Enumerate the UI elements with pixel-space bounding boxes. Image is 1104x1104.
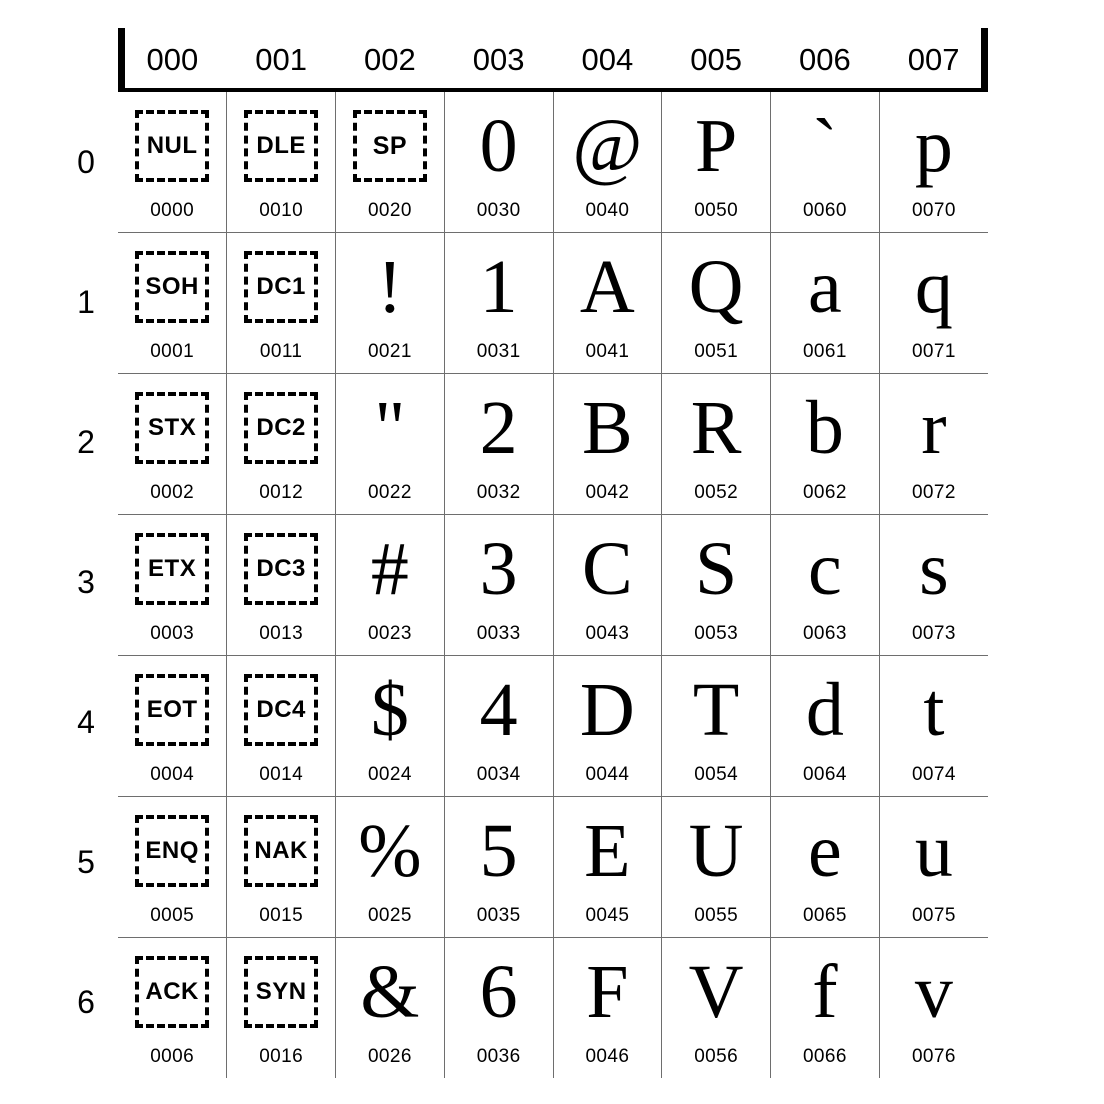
code-point-hex-0075: 0075 (911, 905, 956, 926)
glyph-0001 (118, 233, 226, 337)
code-point-hex-0010: 0010 (259, 200, 304, 221)
control-picture-box: SYN (244, 956, 318, 1028)
column-header-006: 006 (799, 42, 851, 77)
code-point-hex-0041: 0041 (585, 341, 630, 362)
control-picture-box: SP (353, 110, 427, 182)
code-point-hex-0053: 0053 (694, 623, 739, 644)
code-point-cell-0001[interactable] (118, 233, 227, 374)
code-chart-row (118, 797, 988, 938)
glyph-0013 (227, 515, 335, 619)
code-chart-row (118, 374, 988, 515)
code-point-hex-0043: 0043 (585, 623, 630, 644)
code-point-cell-0060[interactable] (771, 92, 880, 233)
code-point-hex-0060: 0060 (802, 200, 847, 221)
code-point-cell-0044[interactable] (553, 656, 662, 797)
code-point-cell-0065[interactable] (771, 797, 880, 938)
code-point-cell-0013[interactable] (227, 515, 336, 656)
column-header-003: 003 (472, 42, 525, 77)
glyph-0041: A (579, 245, 635, 329)
glyph-0025: % (358, 809, 422, 893)
code-point-cell-0074[interactable] (879, 656, 988, 797)
glyph-0035: 5 (479, 809, 518, 893)
code-point-cell-0011[interactable] (227, 233, 336, 374)
code-point-hex-0011: 0011 (259, 341, 303, 362)
code-chart-row (118, 233, 988, 374)
code-chart-row (118, 92, 988, 233)
code-point-hex-0062: 0062 (802, 482, 847, 503)
code-point-cell-0022[interactable] (336, 374, 445, 515)
code-point-cell-0036[interactable] (444, 938, 553, 1079)
glyph-0006 (118, 938, 226, 1042)
glyph-0015 (227, 797, 335, 901)
glyph-0030: 0 (479, 104, 518, 188)
code-point-hex-0065: 0065 (802, 905, 847, 926)
glyph-0002 (118, 374, 226, 478)
code-point-cell-0004[interactable] (118, 656, 227, 797)
control-picture-box: STX (135, 392, 209, 464)
code-point-hex-0024: 0024 (367, 764, 412, 785)
row-label-2: 2 (77, 424, 95, 460)
code-point-hex-0044: 0044 (585, 764, 630, 785)
glyph-0010 (227, 92, 335, 196)
code-point-hex-0072: 0072 (911, 482, 956, 503)
code-point-cell-0042[interactable] (553, 374, 662, 515)
control-picture-box: DLE (244, 110, 318, 182)
glyph-0022: " (374, 386, 406, 470)
code-point-hex-0064: 0064 (802, 764, 847, 785)
glyph-0070: p (914, 104, 953, 188)
code-point-hex-0034: 0034 (476, 764, 521, 785)
column-header-007: 007 (907, 42, 960, 77)
code-point-cell-0014[interactable] (227, 656, 336, 797)
code-point-hex-0054: 0054 (694, 764, 739, 785)
code-point-cell-0031[interactable] (444, 233, 553, 374)
code-point-hex-0015: 0015 (259, 905, 304, 926)
control-picture-box: ETX (135, 533, 209, 605)
code-point-hex-0020: 0020 (367, 200, 412, 221)
code-point-cell-0034[interactable] (444, 656, 553, 797)
code-point-cell-0046[interactable] (553, 938, 662, 1079)
code-point-cell-0033[interactable] (444, 515, 553, 656)
glyph-0072: r (921, 386, 947, 470)
code-point-cell-0016[interactable] (227, 938, 336, 1079)
control-picture-box: DC2 (244, 392, 318, 464)
control-picture-box: NAK (244, 815, 318, 887)
code-point-hex-0013: 0013 (259, 623, 304, 644)
glyph-0045: E (584, 809, 631, 893)
control-picture-box: NUL (135, 110, 209, 182)
code-point-cell-0023[interactable] (336, 515, 445, 656)
code-chart-row (118, 938, 988, 1079)
glyph-0021: ! (377, 245, 403, 329)
glyph-0055: U (688, 809, 744, 893)
code-point-hex-0012: 0012 (259, 482, 304, 503)
control-picture-box: DC4 (244, 674, 318, 746)
glyph-0005 (118, 797, 226, 901)
glyph-0042: B (582, 386, 633, 470)
control-picture-box: SOH (135, 251, 209, 323)
column-header-002: 002 (364, 42, 416, 77)
code-point-cell-0006[interactable] (118, 938, 227, 1079)
code-point-cell-0030[interactable] (444, 92, 553, 233)
code-point-hex-0076: 0076 (911, 1046, 956, 1067)
glyph-0014 (227, 656, 335, 760)
code-point-cell-0000[interactable] (118, 92, 227, 233)
code-point-cell-0015[interactable] (227, 797, 336, 938)
code-point-hex-0031: 0031 (476, 341, 521, 362)
glyph-0075: u (914, 809, 953, 893)
code-point-cell-0012[interactable] (227, 374, 336, 515)
glyph-0023: # (370, 527, 409, 611)
code-point-cell-0055[interactable] (662, 797, 771, 938)
control-picture-box: ENQ (135, 815, 209, 887)
glyph-0064: d (805, 668, 844, 752)
row-label-5: 5 (77, 844, 95, 880)
glyph-0004 (118, 656, 226, 760)
code-point-hex-0045: 0045 (585, 905, 630, 926)
glyph-0011 (227, 233, 335, 337)
glyph-0043: C (582, 527, 633, 611)
glyph-0061: a (808, 245, 842, 329)
code-point-cell-0063[interactable] (771, 515, 880, 656)
glyph-0054: T (692, 668, 740, 752)
row-label-0: 0 (77, 144, 95, 180)
code-point-hex-0032: 0032 (476, 482, 521, 503)
glyph-0071: q (914, 245, 953, 329)
code-point-hex-0001: 0001 (150, 341, 195, 362)
control-picture-box: DC1 (244, 251, 318, 323)
code-point-cell-0043[interactable] (553, 515, 662, 656)
code-point-hex-0073: 0073 (911, 623, 956, 644)
code-chart-row (118, 656, 988, 797)
code-point-cell-0066[interactable] (771, 938, 880, 1079)
code-point-hex-0000: 0000 (150, 200, 195, 221)
glyph-0024: $ (370, 668, 409, 752)
control-picture-box: EOT (135, 674, 209, 746)
code-point-cell-0020[interactable] (336, 92, 445, 233)
glyph-0031: 1 (479, 245, 518, 329)
glyph-0056: V (688, 950, 744, 1034)
glyph-0046: F (586, 950, 629, 1034)
column-header-001: 001 (255, 42, 307, 77)
code-point-cell-0061[interactable] (771, 233, 880, 374)
row-label-4: 4 (77, 704, 95, 740)
code-point-cell-0050[interactable] (662, 92, 771, 233)
code-point-hex-0063: 0063 (802, 623, 847, 644)
code-chart-grid (118, 28, 988, 1078)
code-point-cell-0075[interactable] (879, 797, 988, 938)
code-point-cell-0035[interactable] (444, 797, 553, 938)
glyph-0020 (336, 92, 444, 196)
glyph-0074: t (923, 668, 945, 752)
row-label-column (60, 92, 112, 1072)
code-point-hex-0022: 0022 (367, 482, 412, 503)
glyph-0050: P (694, 104, 738, 188)
code-point-hex-0033: 0033 (476, 623, 521, 644)
row-label-1: 1 (77, 284, 95, 320)
code-point-hex-0021: 0021 (367, 341, 412, 362)
code-point-cell-0040[interactable] (553, 92, 662, 233)
control-picture-box: DC3 (244, 533, 318, 605)
row-label-3: 3 (77, 564, 95, 600)
glyph-0066: f (812, 950, 838, 1034)
code-point-hex-0026: 0026 (367, 1046, 412, 1067)
glyph-0040: @ (572, 104, 643, 188)
column-header-row (118, 28, 988, 92)
code-point-hex-0002: 0002 (150, 482, 195, 503)
column-header-004: 004 (581, 42, 634, 77)
code-point-cell-0010[interactable] (227, 92, 336, 233)
code-point-hex-0051: 0051 (694, 341, 739, 362)
code-point-cell-0071[interactable] (879, 233, 988, 374)
code-point-hex-0014: 0014 (259, 764, 304, 785)
code-point-hex-0023: 0023 (367, 623, 412, 644)
code-point-cell-0072[interactable] (879, 374, 988, 515)
glyph-0033: 3 (479, 527, 518, 611)
code-point-cell-0052[interactable] (662, 374, 771, 515)
code-point-cell-0003[interactable] (118, 515, 227, 656)
code-point-hex-0035: 0035 (476, 905, 521, 926)
code-point-cell-0051[interactable] (662, 233, 771, 374)
code-point-cell-0041[interactable] (553, 233, 662, 374)
code-point-hex-0050: 0050 (694, 200, 739, 221)
code-point-hex-0071: 0071 (911, 341, 956, 362)
glyph-0053: S (694, 527, 738, 611)
glyph-0016 (227, 938, 335, 1042)
glyph-0063: c (808, 527, 842, 611)
code-point-cell-0056[interactable] (662, 938, 771, 1079)
row-label-6: 6 (77, 984, 95, 1020)
code-point-hex-0030: 0030 (476, 200, 521, 221)
code-point-hex-0046: 0046 (585, 1046, 630, 1067)
code-point-hex-0042: 0042 (585, 482, 630, 503)
code-point-cell-0021[interactable] (336, 233, 445, 374)
code-point-cell-0024[interactable] (336, 656, 445, 797)
column-header-005: 005 (690, 42, 742, 77)
glyph-0003 (118, 515, 226, 619)
code-point-cell-0073[interactable] (879, 515, 988, 656)
code-point-cell-0032[interactable] (444, 374, 553, 515)
control-picture-box: ACK (135, 956, 209, 1028)
code-point-hex-0066: 0066 (802, 1046, 847, 1067)
glyph-0012 (227, 374, 335, 478)
code-point-cell-0054[interactable] (662, 656, 771, 797)
code-point-hex-0025: 0025 (367, 905, 412, 926)
glyph-0026: & (360, 950, 420, 1034)
glyph-0036: 6 (479, 950, 518, 1034)
code-point-cell-0053[interactable] (662, 515, 771, 656)
column-header-000: 000 (146, 42, 199, 77)
code-point-hex-0016: 0016 (259, 1046, 304, 1067)
code-point-cell-0076[interactable] (879, 938, 988, 1079)
glyph-0032: 2 (479, 386, 518, 470)
code-point-hex-0005: 0005 (150, 905, 195, 926)
code-point-cell-0045[interactable] (553, 797, 662, 938)
code-point-hex-0061: 0061 (802, 341, 847, 362)
code-point-hex-0004: 0004 (150, 764, 195, 785)
code-point-cell-0062[interactable] (771, 374, 880, 515)
code-point-cell-0064[interactable] (771, 656, 880, 797)
code-point-hex-0056: 0056 (694, 1046, 739, 1067)
glyph-0052: R (690, 386, 742, 470)
glyph-0034: 4 (479, 668, 518, 752)
glyph-0062: b (805, 386, 844, 470)
code-point-hex-0074: 0074 (911, 764, 956, 785)
code-point-hex-0036: 0036 (476, 1046, 521, 1067)
code-point-cell-0025[interactable] (336, 797, 445, 938)
code-chart-table (118, 28, 988, 1078)
glyph-0076: v (914, 950, 953, 1034)
glyph-0051: Q (688, 245, 744, 329)
code-point-hex-0070: 0070 (911, 200, 956, 221)
glyph-0065: e (808, 809, 842, 893)
glyph-0060: ` (812, 104, 838, 188)
code-chart-row (118, 515, 988, 656)
code-point-cell-0070[interactable] (879, 92, 988, 233)
glyph-0073: s (919, 527, 949, 611)
code-point-cell-0026[interactable] (336, 938, 445, 1079)
glyph-0000 (118, 92, 226, 196)
code-point-hex-0006: 0006 (150, 1046, 195, 1067)
glyph-0044: D (579, 668, 635, 752)
code-point-hex-0055: 0055 (694, 905, 739, 926)
code-point-hex-0052: 0052 (694, 482, 739, 503)
code-point-hex-0040: 0040 (585, 200, 630, 221)
code-point-cell-0002[interactable] (118, 374, 227, 515)
code-point-cell-0005[interactable] (118, 797, 227, 938)
code-point-hex-0003: 0003 (150, 623, 195, 644)
